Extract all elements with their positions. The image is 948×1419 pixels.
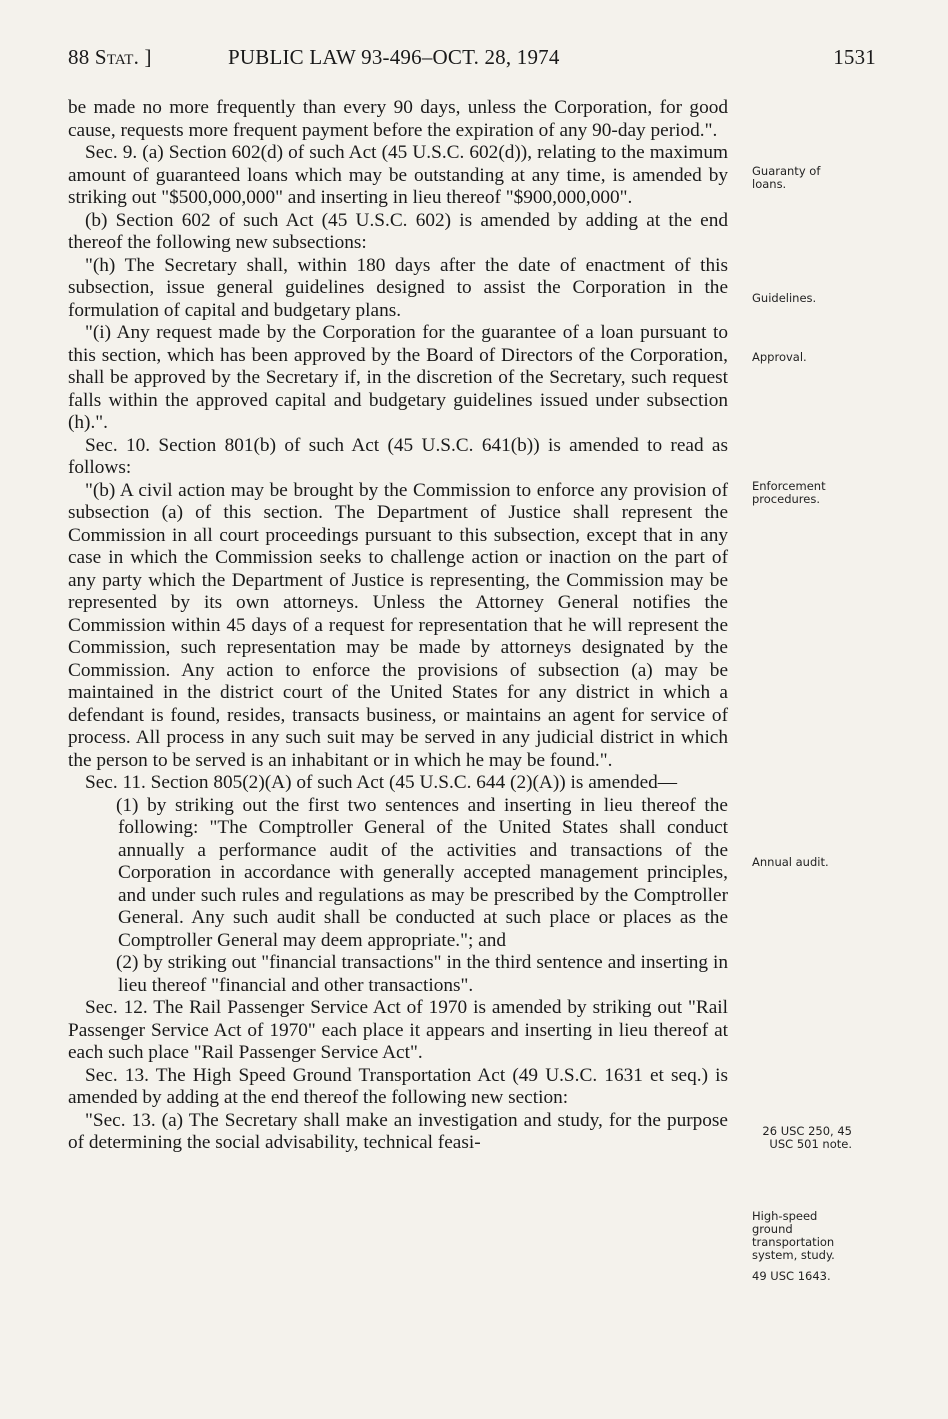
body-text [68,97,728,1155]
margin-note-audit: Annual audit. [752,855,829,869]
paragraph-sec-9: Sec. 9. (a) Section 602(d) of such Act (45 U.S.C. 602(d)), relating to the maximum amount of guaranteed loans which may be outstanding at any time, is amended by striking out "$500,000,000" and inserting in lieu thereof "$900,000,000". [68,142,728,208]
paragraph-sec-12: Sec. 12. The Rail Passenger Service Act of 1970 is amended by striking out "Rail Passenger Service Act of 1970" each place it appears and inserting in lieu thereof at each such place "Rail Passenger Service Act". [68,997,728,1063]
header-citation: 88 Stat. ] [68,45,152,69]
margin-note-usc-250: 26 USC 250, 45 USC 501 note. [762,1124,852,1151]
margin-note-approval: Approval. [752,350,807,364]
page-header [68,45,876,75]
margin-note-usc-1643: 49 USC 1643. [752,1269,831,1283]
margin-note-highspeed: High-speed ground transportation system, study. [752,1209,835,1262]
paragraph: "(b) A civil action may be brought by the Commission to enforce any provision of subsection (a) of this section. The Department of Justice shall represent the Commission in all court proceedings pursuant to this subsection, except that in any case in which the Commission seeks to challenge action or inaction on the part of any party which the Department of Justice is representing, the Commission may be represented by its own attorneys. Unless the Attorney General notifies the Commission within 45 days of a request for representation that he will represent the Commission, such representation may be made by attorneys designated by the Commission. Any action to enforce the provisions of subsection (a) may be maintained in the district court of the United States for any district in which a defendant is found, resides, transacts business, or maintains an agent for service of process. All process in any such suit may be served in any judicial district in which the person to be served is an inhabitant or in which he may be found.". [68,479,728,771]
margin-note-guaranty: Guaranty of loans. [752,164,821,191]
margin-note-enforcement: Enforcement procedures. [752,479,826,506]
header-page-number: 1531 [833,45,876,69]
paragraph: (b) Section 602 of such Act (45 U.S.C. 602) is amended by adding at the end thereof the following new subsections: [68,209,728,253]
header-title: PUBLIC LAW 93-496–OCT. 28, 1974 [228,45,560,69]
list-item: (1) by striking out the first two sentences and inserting in lieu thereof the following: "The Comptroller General of the United States shall conduct annually a performance audit of the activities and transactions of the Corporation in accordance with generally accepted management principles, and under such rules and regulations as may be prescribed by the Comptroller General. Any such audit shall be conducted at such place or places as the Comptroller General may deem appropriate."; and [116,794,728,951]
paragraph: be made no more frequently than every 90 days, unless the Corporation, for good cause, requests more frequent payment before the expiration of any 90-day period.". [68,97,728,141]
list-item: (2) by striking out "financial transactions" in the third sentence and inserting in lieu thereof "financial and other transactions". [116,952,728,996]
margin-note-guidelines: Guidelines. [752,291,817,305]
paragraph-sec-11: Sec. 11. Section 805(2)(A) of such Act (45 U.S.C. 644 (2)(A)) is amended— [85,772,678,793]
paragraph: "(i) Any request made by the Corporation for the guarantee of a loan pursuant to this section, which has been approved by the Board of Directors of the Corporation, shall be approved by the Secretary if, in the discretion of the Secretary, such request falls within the approved capital and budgetary guidelines issued under subsection (h).". [68,322,728,433]
paragraph-sec-10: Sec. 10. Section 801(b) of such Act (45 U.S.C. 641(b)) is amended to read as follows: [68,434,728,478]
paragraph: "Sec. 13. (a) The Secretary shall make an investigation and study, for the purpose of determining the social advisability, technical feasi- [68,1109,728,1153]
paragraph: "(h) The Secretary shall, within 180 days after the date of enactment of this subsection, issue general guidelines designed to assist the Corporation in the formulation of capital and budgetary plans. [68,254,728,321]
paragraph-sec-13: Sec. 13. The High Speed Ground Transportation Act (49 U.S.C. 1631 et seq.) is amended by adding at the end thereof the following new section: [68,1064,728,1108]
